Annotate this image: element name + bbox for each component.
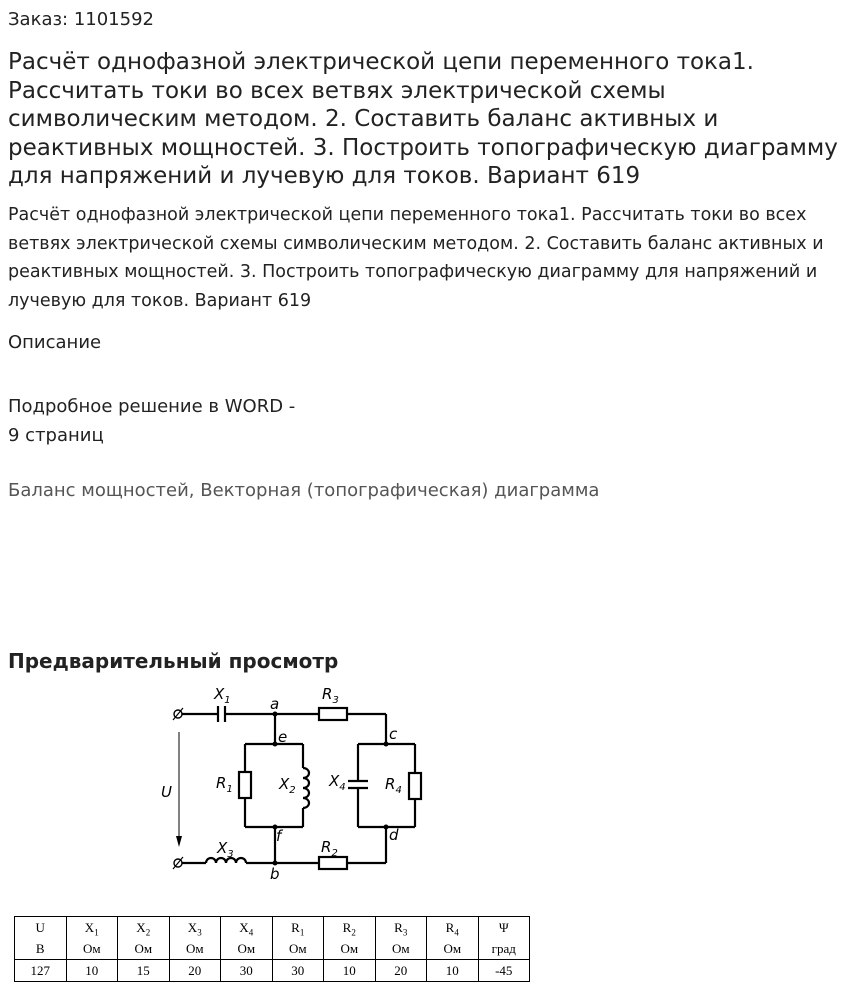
label-x2: $X_2$ <box>279 775 296 796</box>
details-block <box>8 393 295 450</box>
table-unit-cell: Ом <box>221 938 273 960</box>
table-header-cell: $X_3$ <box>169 917 221 939</box>
table-value-cell: 127 <box>15 960 67 982</box>
label-u: U <box>161 783 172 801</box>
table-header-cell: $R_2$ <box>324 917 376 939</box>
label-x4: $X_4$ <box>329 772 346 793</box>
table-unit-cell: Ом <box>324 938 376 960</box>
table-unit-cell: Ом <box>427 938 479 960</box>
table-unit-cell: Ом <box>118 938 170 960</box>
node-c: c <box>389 725 398 743</box>
table-header-cell: $X_2$ <box>118 917 170 939</box>
details-line-2: 9 страниц <box>8 424 104 446</box>
table-value-cell: 15 <box>118 960 170 982</box>
node-b: b <box>270 865 280 883</box>
table-units-row <box>15 938 530 960</box>
table-value-cell: 10 <box>66 960 118 982</box>
table-value-cell: 10 <box>324 960 376 982</box>
description-text: Расчёт однофазной электрической цепи переменного тока1. Рассчитать токи во всех ветвях электрической схемы символическим методом. 2. Составить баланс активных и реактивных мощностей. 3. Построить топографическую диаграмму для напряжений и лучевую для токов. Вариант 619 <box>8 205 824 311</box>
table-value-cell: 10 <box>427 960 479 982</box>
page-title: Расчёт однофазной электрической цепи переменного тока1. Рассчитать токи во всех ветвях электрической схемы символическим методом. 2. Составить баланс активных и реактивных мощностей. 3. Построить топографическую диаграмму для напряжений и лучевую для токов. Вариант 619 <box>8 49 838 189</box>
table-unit-cell: В <box>15 938 67 960</box>
table-value-cell: 30 <box>221 960 273 982</box>
node-e: e <box>278 728 288 746</box>
order-number: Заказ: 1101592 <box>8 9 154 30</box>
table-value-cell: 20 <box>169 960 221 982</box>
table-unit-cell: Ом <box>66 938 118 960</box>
node-a: a <box>270 695 280 713</box>
label-x1: $X_1$ <box>214 685 231 706</box>
table-header-cell: U <box>15 917 67 939</box>
label-r2: $R_2$ <box>321 838 338 859</box>
node-d: d <box>389 826 399 844</box>
table-header-cell: $R_3$ <box>375 917 427 939</box>
table-unit-cell: Ом <box>272 938 324 960</box>
table-header-cell: $X_4$ <box>221 917 273 939</box>
label-x3: $X_3$ <box>217 839 234 860</box>
preview-title: Предварительный просмотр <box>8 649 339 673</box>
table-unit-cell: Ом <box>375 938 427 960</box>
circuit-diagram <box>160 680 440 885</box>
label-r4: $R_4$ <box>385 775 402 796</box>
table-header-cell: $R_1$ <box>272 917 324 939</box>
parameters-table <box>14 916 530 982</box>
label-r1: $R_1$ <box>216 774 233 795</box>
label-r3: $R_3$ <box>322 685 339 706</box>
table-values-row <box>15 960 530 982</box>
tags-text: Баланс мощностей, Векторная (топографическая) диаграмма <box>8 480 600 501</box>
table-value-cell: 30 <box>272 960 324 982</box>
table-value-cell: 20 <box>375 960 427 982</box>
table-header-row <box>15 917 530 939</box>
description-label: Описание <box>8 332 102 353</box>
details-line-1: Подробное решение в WORD - <box>8 396 296 417</box>
table-value-cell: -45 <box>478 960 530 982</box>
table-unit-cell: Ом <box>169 938 221 960</box>
table-header-cell: $X_1$ <box>66 917 118 939</box>
node-f: f <box>276 827 282 845</box>
table-unit-cell: град <box>478 938 530 960</box>
table-header-cell: Ψ <box>478 917 530 939</box>
table-header-cell: $R_4$ <box>427 917 479 939</box>
